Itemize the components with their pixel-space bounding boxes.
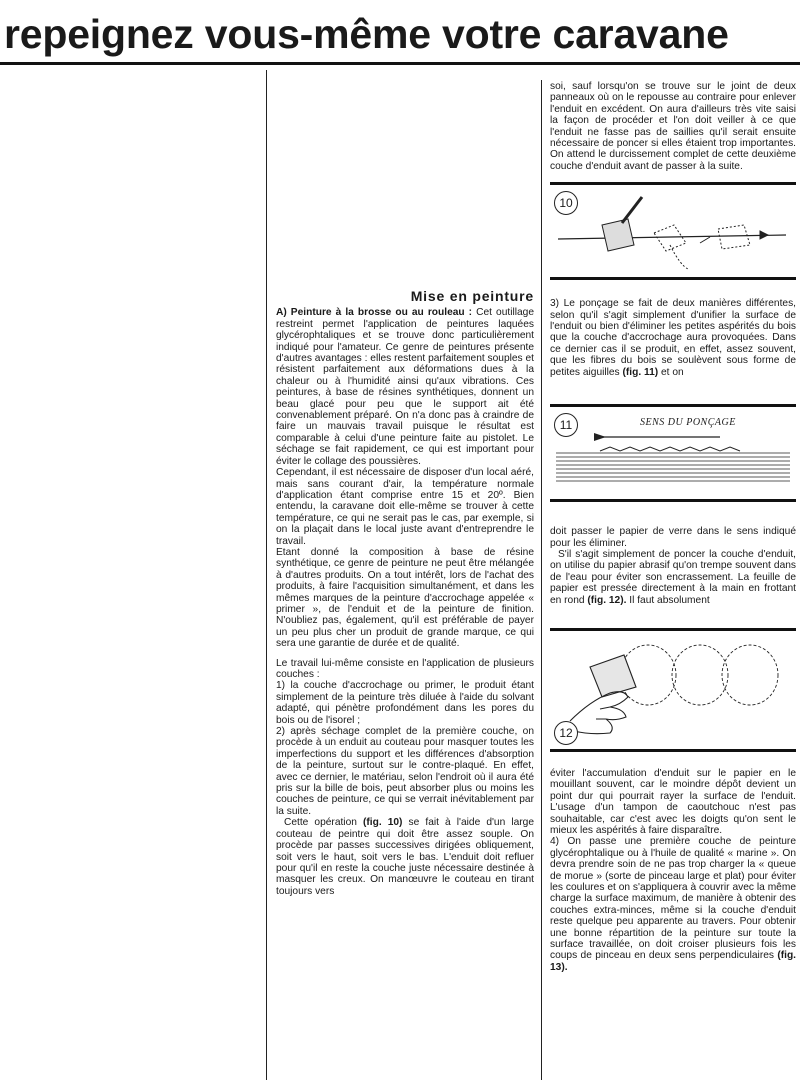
section-heading: Mise en peinture <box>410 288 534 304</box>
figure-11-caption: SENS DU PONÇAGE <box>640 417 736 429</box>
paragraph-sanding: 3) Le ponçage se fait de deux manières différentes, selon qu'il s'agit simplement d'unifier la surface de l'enduit ou bien d'éliminer les petites aspérités du bois que la couche d'accrochage aura provoquées. Dans ce dernier cas il se produit, en effet, assez souvent, que les fibres du bois se soulèvent sous forme de petites aiguilles (fig. 11) et on <box>550 298 796 378</box>
column-divider-right <box>541 80 542 1080</box>
paragraph-work: Le travail lui-même consiste en l'application de plusieurs couches : <box>276 657 534 680</box>
figure-10 <box>550 185 796 280</box>
paragraph-operation: Cette opération (fig. 10) se fait à l'aide d'un large couteau de peintre qui doit être assez souple. On procède par passes successives dirigées obliquement, soit vers le haut, soit vers le bas. L'enduit doit refluer pour qu'il en reste la couche juste nécessaire destinée à masquer les creux. On manœuvre le couteau en tirant toujours vers <box>276 817 534 897</box>
paragraph-local: Cependant, il est nécessaire de disposer d'un local aéré, mais sans courant d'air, la température normale d'application étant comprise entre 15 et 20º. Bien entendu, la caravane doit elle-même se trouver à cette température, ce qui ne serait pas le cas, par exemple, si on la plaçait dans le local juste avant d'entreprendre le travail. <box>276 467 534 547</box>
paragraph-abrasive: S'il s'agit simplement de poncer la couche d'enduit, on utilise du papier abrasif qu'on trempe souvent dans de l'eau pour éviter son encrassement. La feuille de papier est pressée directement à la main en frottant en rond (fig. 12). Il faut absolument <box>550 548 796 606</box>
paragraph-composition: Etant donné la composition à base de résine synthétique, ce genre de peinture ne peut être mélangée à d'autres produits. On a tout intérêt, lors de l'achat des produits, à faire l'acquisition simultanément, et dans les mêmes marques de la peinture d'accrochage appelée « primer », de l'enduit et de la peinture de finition. N'oubliez pas, également, qu'il est préférable de payer un peu plus cher un produit de grande marque, ce qui sera une garantie de durée et de qualité. <box>276 546 534 650</box>
figure-12-number: 12 <box>554 721 578 745</box>
figure-12 <box>550 631 796 752</box>
paragraph-step-4: 4) On passe une première couche de peinture glycérophtalique ou à l'huile de qualité « marine ». On devra prendre soin de ne pas trop charger la « queue de morue » (sorte de pinceau large et plat) pour éviter les coulures et on s'appliquera à couvrir avec la même charge la surface maximum, de manière à obtenir des couches extra-minces, même si la couche d'enduit reste quelque peu apparente au travers. Pour obtenir une bonne répartition de la peinture sur toute la surface travaillée, on doit croiser plusieurs fois les coups de pinceau en deux sens perpendiculaires (fig. 13). <box>550 836 796 973</box>
column-divider-left <box>266 70 267 1080</box>
column-2 <box>550 81 796 973</box>
paragraph-step-1: 1) la couche d'accrochage ou primer, le produit étant simplement de la peinture très diluée à l'aide du solvant adapté, qui pénètre profondément dans les pores du bois ou de l'isorel ; <box>276 680 534 726</box>
paragraph-accumulation: éviter l'accumulation d'enduit sur le papier en le mouillant souvent, car le moindre dépôt devient un point dur qui pourrait rayer la surface de l'enduit. L'usage d'un tampon de caoutchouc n'est pas souhaitable, car c'est avec les doigts qu'on sent le mieux les aspérités à faire disparaître. <box>550 767 796 836</box>
column-1 <box>276 288 534 897</box>
paragraph-continued: soi, sauf lorsqu'on se trouve sur le joint de deux panneaux où on le repousse au contraire pour enlever l'enduit en excédent. On aura d'ailleurs très vite saisi la façon de procéder et l'on doit veiller à ce que l'enduit ne fasse pas de saillies qu'il serait ensuite nécessaire de poncer si elles étaient trop importantes. On attend le durcissement complet de cette deuxième couche d'enduit avant de passer à la suite. <box>550 81 796 172</box>
figure-11 <box>550 407 796 502</box>
page-title: repeignez vous-même votre caravane <box>4 11 729 57</box>
paragraph-step-2: 2) après séchage complet de la première couche, on procède à un enduit au couteau pour masquer toutes les imperfections du support et les différences d'absorption de la peinture, surtout sur le contre-plaqué. En effet, avec ce dernier, le matériau, selon l'endroit où il aura été pris sur la bille de bois, peut absorber plus ou moins les couches de peinture, ce qui se verrait inévitablement par la suite. <box>276 726 534 817</box>
title-rule <box>0 62 800 65</box>
figure-11-number: 11 <box>554 413 578 437</box>
figure-10-number: 10 <box>554 191 578 215</box>
paragraph-brush-roller: A) Peinture à la brosse ou au rouleau : Cet outillage restreint permet l'application de peintures laquées glycérophtaliques et se trouve donc particulièrement indiqué pour l'amateur. Ce genre de peintures présente d'autres avantages : elles restent parfaitement souples et résistent parfaitement aux déformations dues à la chaleur ou à l'humidité ainsi qu'aux vibrations. Ces peintures, à base de résines synthétiques, donnent un beau glacé pour peu que le support ait été convenablement préparé. On n'a donc pas à craindre de faire un mauvais travail puisque le résultat est comparable à celui d'une peinture faite au pistolet. Le séchage se fait rapidement, ce qui est important pour éviter le collage des poussières. <box>276 307 534 467</box>
figure-10-drawing <box>550 185 796 277</box>
paragraph-direction: doit passer le papier de verre dans le sens indiqué pour les éliminer. <box>550 526 796 549</box>
figure-12-drawing <box>550 631 796 749</box>
